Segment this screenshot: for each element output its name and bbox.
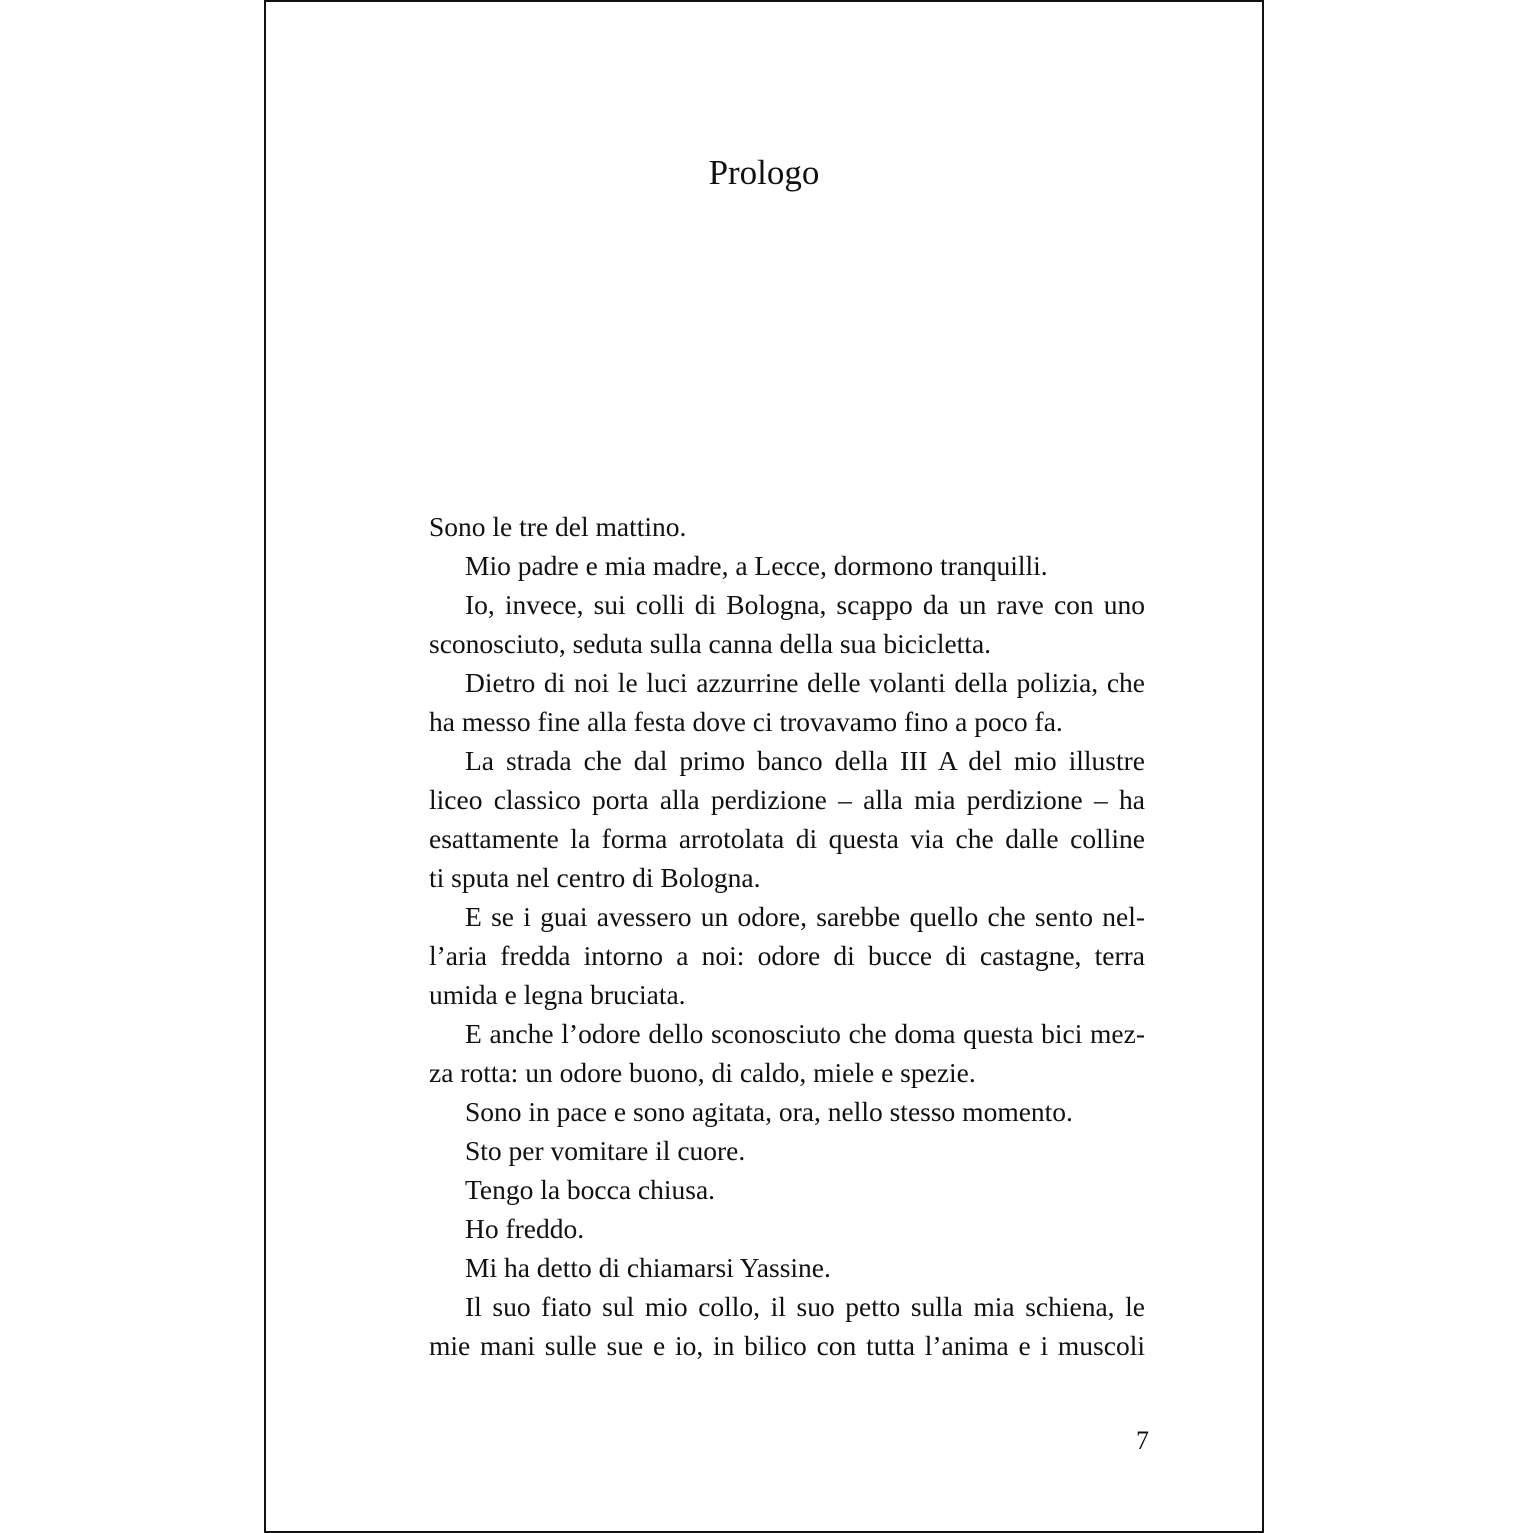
text-line: Sto per vomitare il cuore. [465,1135,746,1166]
text-line: sconosciuto, seduta sulla canna della sua bicicletta. [429,628,992,659]
page-number: 7 [1136,1426,1149,1455]
chapter-body [429,507,1145,1365]
text-line: liceo classico porta alla perdizione – alla mia perdizione – ha [429,784,1145,815]
text-line: l’aria fredda intorno a noi: odore di bucce di castagne, terra [429,940,1145,971]
text-line: La strada che dal primo banco della III A del mio illustre [465,745,1145,776]
text-line: umida e legna bruciata. [429,979,686,1010]
chapter-title: Prologo [708,153,820,192]
text-line: esattamente la forma arrotolata di questa via che dalle colline [429,823,1145,854]
text-line: Io, invece, sui colli di Bologna, scappo da un rave con uno [465,589,1145,620]
text-line: Dietro di noi le luci azzurrine delle volanti della polizia, che [465,667,1145,698]
text-line: Sono in pace e sono agitata, ora, nello stesso momento. [465,1096,1073,1127]
book-page [264,0,1264,1533]
text-line: Tengo la bocca chiusa. [465,1174,716,1205]
text-line: Il suo fiato sul mio collo, il suo petto sulla mia schiena, le [465,1291,1145,1322]
text-line: Mi ha detto di chiamarsi Yassine. [465,1252,831,1283]
text-line: Mio padre e mia madre, a Lecce, dormono tranquilli. [465,550,1048,581]
text-line: Sono le tre del mattino. [429,511,687,542]
text-line: ha messo fine alla festa dove ci trovavamo fino a poco fa. [429,706,1063,737]
text-line: E anche l’odore dello sconosciuto che doma questa bici mez- [465,1018,1145,1049]
text-line: za rotta: un odore buono, di caldo, miele e spezie. [429,1057,976,1088]
text-line: mie mani sulle sue e io, in bilico con tutta l’anima e i muscoli [429,1330,1145,1361]
text-line: ti sputa nel centro di Bologna. [429,862,761,893]
text-line: Ho freddo. [465,1213,585,1244]
text-line: E se i guai avessero un odore, sarebbe quello che sento nel- [465,901,1145,932]
